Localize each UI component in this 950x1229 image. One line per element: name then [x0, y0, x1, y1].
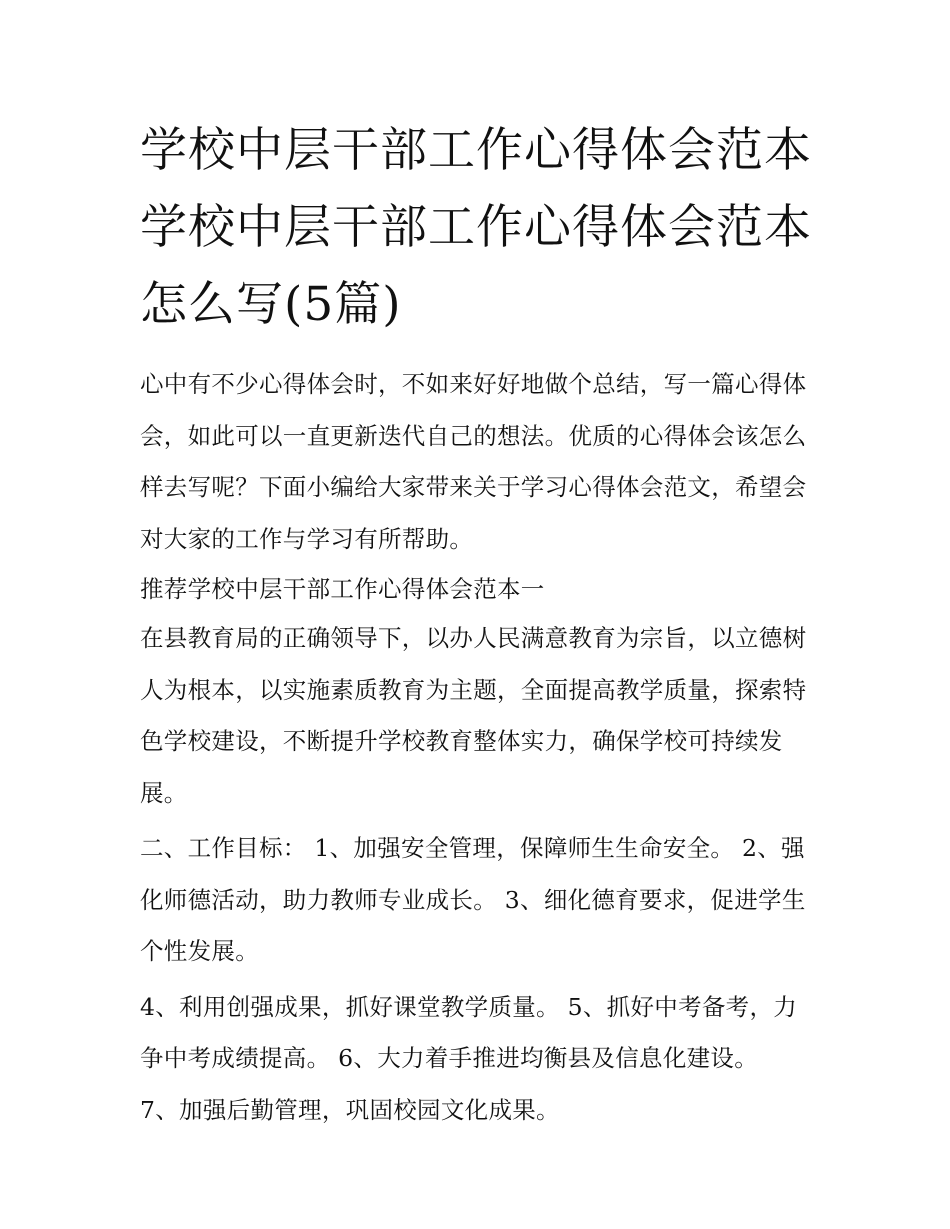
document-page — [140, 112, 815, 1136]
paragraph-goals-continued: 4、利用创强成果，抓好课堂教学质量。 5、抓好中考备考，力争中考成绩提高。 6、大力着手推进均衡县及信息化建设。 — [140, 992, 798, 1072]
document-body — [140, 359, 815, 1136]
document-title: 学校中层干部工作心得体会范本 学校中层干部工作心得体会范本怎么写(5篇) — [140, 123, 812, 332]
paragraph-goal-seven: 7、加强后勤管理，巩固校园文化成果。 — [140, 1095, 560, 1124]
paragraph-guiding-idea: 在县教育局的正确领导下，以办人民满意教育为宗旨，以立德树人为根本，以实施素质教育为主题，全面提高教学质量，探索特色学校建设，不断提升学校教育整体实力，确保学校可持续发展。 — [140, 624, 807, 807]
section-heading: 推荐学校中层干部工作心得体会范本一 — [140, 575, 545, 603]
paragraph-work-goals: 二、工作目标： 1、加强安全管理，保障师生生命安全。 2、强化师德活动，助力教师专业成长。 3、细化德育要求，促进学生个性发展。 — [140, 834, 806, 965]
intro-paragraph: 心中有不少心得体会时，不如来好好地做个总结，写一篇心得体会，如此可以一直更新迭代自己的想法。优质的心得体会该怎么样去写呢？下面小编给大家带来关于学习心得体会范文，希望会对大家的工作与学习有所帮助。 — [140, 370, 807, 553]
